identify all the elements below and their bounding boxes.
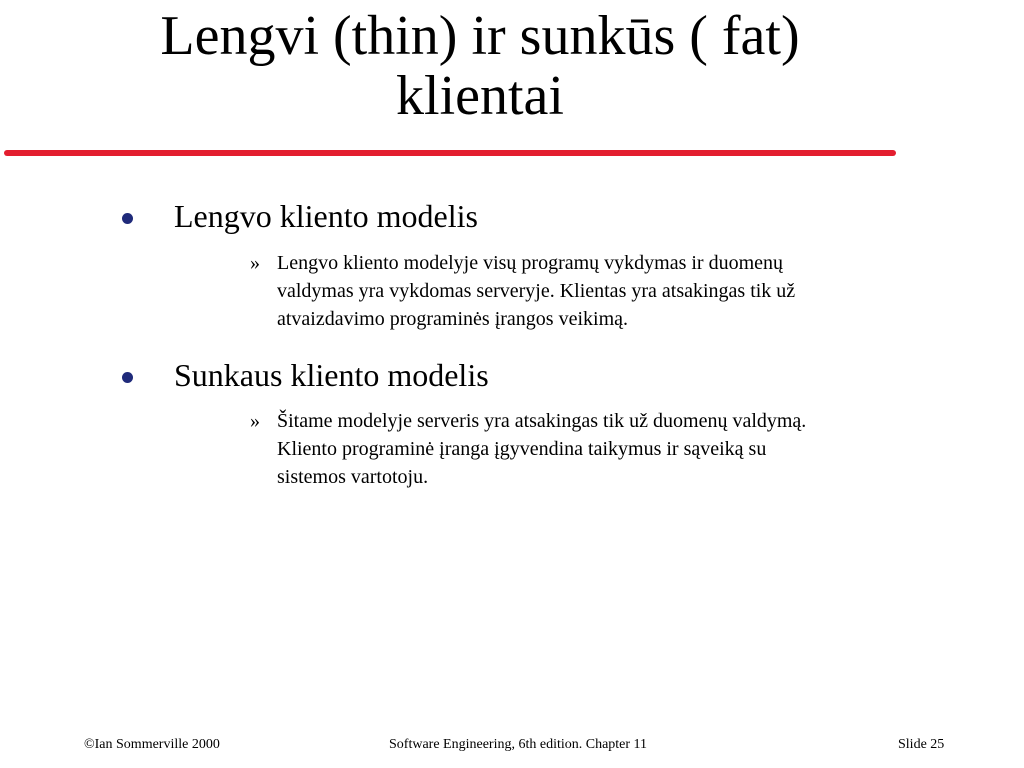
- bullet-dot: [122, 213, 133, 224]
- sub-bullet-line: Šitame modelyje serveris yra atsakingas tik už duomenų valdymą.: [277, 410, 807, 432]
- title-rule: [4, 150, 896, 156]
- sub-bullet-line: atvaizdavimo programinės įrangos veikimą.: [277, 308, 629, 330]
- slide-title-line-1: Lengvi (thin) ir sunkūs ( fat): [160, 5, 800, 67]
- footer-slide-number: Slide 25: [898, 737, 945, 752]
- sub-bullet-line: valdymas yra vykdomas serveryje. Klientas yra atsakingas tik už: [277, 280, 796, 302]
- slide-title: [0, 6, 960, 126]
- sub-bullet-line: sistemos vartotoju.: [277, 466, 429, 488]
- slide-title-line-2: klientai: [396, 65, 564, 127]
- bullet-label: Sunkaus kliento modelis: [174, 357, 489, 393]
- bullet-label: Lengvo kliento modelis: [174, 198, 478, 234]
- footer-book-title: Software Engineering, 6th edition. Chapter 11: [389, 737, 648, 752]
- sub-bullet-marker: »: [250, 410, 260, 432]
- sub-bullet-line: Kliento programinė įranga įgyvendina taikymus ir sąveiką su: [277, 438, 767, 460]
- sub-bullet-marker: »: [250, 252, 260, 274]
- footer-copyright: ©Ian Sommerville 2000: [84, 737, 220, 752]
- sub-bullet-line: Lengvo kliento modelyje visų programų vykdymas ir duomenų: [277, 252, 784, 274]
- sub-bullet-text: [277, 249, 977, 333]
- sub-bullet-text: [277, 407, 977, 491]
- bullet-dot: [122, 372, 133, 383]
